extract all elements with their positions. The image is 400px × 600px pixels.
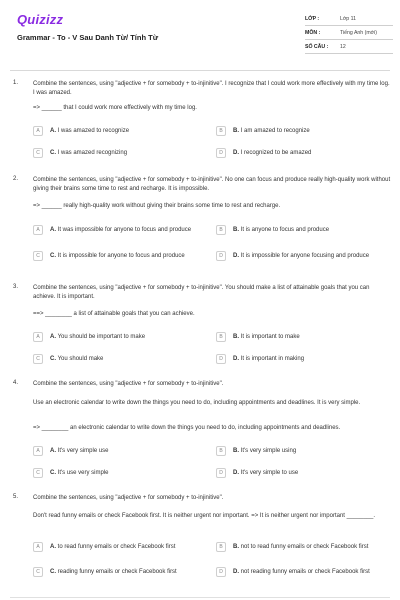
option-a[interactable] xyxy=(33,539,213,555)
meta-label: LỚP : xyxy=(305,15,320,22)
option-text: I was amazed to recognize xyxy=(57,128,130,134)
option-key: A. xyxy=(50,448,56,454)
option-text: It is anyone to focus and produce xyxy=(240,227,330,233)
question-text: Combine the sentences, using "adjective + for somebody + to-injinitive". xyxy=(33,495,224,501)
option-key: A. xyxy=(50,334,56,340)
worksheet-meta xyxy=(305,12,393,54)
option-key: B. xyxy=(233,544,239,550)
option-text: It's very simple use xyxy=(57,448,109,454)
option-letter: C xyxy=(33,354,43,364)
option-letter: D xyxy=(216,567,226,577)
question-text: Combine the sentences, using "adjective + for somebody + to-injinitive". I recognize that I could work more effectively with my time log. I was amazed. xyxy=(33,81,390,96)
option-d[interactable] xyxy=(216,145,391,161)
option-letter: D xyxy=(216,251,226,261)
option-a[interactable] xyxy=(33,329,213,345)
option-letter: B xyxy=(216,225,226,235)
meta-row-count xyxy=(305,40,393,54)
option-text: It was impossible for anyone to focus and produce xyxy=(57,227,192,233)
question-text: Combine the sentences, using "adjective + for somebody + to-injinitive". No one can focus and produce really high-quality work without giving their brains some time to rest and recharge. It is impossible. xyxy=(33,177,391,192)
option-c[interactable] xyxy=(33,465,213,481)
option-letter: A xyxy=(33,332,43,342)
option-letter: C xyxy=(33,251,43,261)
option-d[interactable] xyxy=(216,465,391,481)
option-d[interactable] xyxy=(216,351,391,367)
option-c[interactable] xyxy=(33,248,213,264)
question-text: Combine the sentences, using "adjective + for somebody + to-injinitive". xyxy=(33,381,224,387)
option-b[interactable] xyxy=(216,539,391,555)
meta-label: MÔN : xyxy=(305,29,321,36)
question-number: 1. xyxy=(13,80,19,86)
option-text: I recognized to be amazed xyxy=(240,150,312,156)
worksheet-title: Grammar - To - V Sau Danh Từ/ Tính Từ xyxy=(17,33,159,42)
option-text: It's very simple to use xyxy=(240,470,299,476)
option-b[interactable] xyxy=(216,443,391,459)
option-letter: B xyxy=(216,332,226,342)
option-letter: D xyxy=(216,354,226,364)
question-number: 3. xyxy=(13,284,19,290)
option-a[interactable] xyxy=(33,222,213,238)
option-text: not to read funny emails or check Facebook first xyxy=(240,544,369,550)
option-key: D. xyxy=(233,253,239,259)
option-key: A. xyxy=(50,227,56,233)
meta-label: SỐ CÂU : xyxy=(305,43,329,50)
option-c[interactable] xyxy=(33,351,213,367)
page-bottom-edge xyxy=(10,597,390,598)
option-letter: D xyxy=(216,468,226,478)
option-key: D. xyxy=(233,356,239,362)
option-text: It is important in making xyxy=(240,356,305,362)
question-subtext: Don't read funny emails or check Facebook first. It is neither urgent nor important. => It is neither urgent nor important ________. xyxy=(33,513,375,519)
option-key: B. xyxy=(233,128,239,134)
question-number: 4. xyxy=(13,380,19,386)
option-key: A. xyxy=(50,544,56,550)
option-key: C. xyxy=(50,150,56,156)
meta-value: Lớp 11 xyxy=(340,15,356,22)
option-key: C. xyxy=(50,253,56,259)
question-prompt: => ______ really high-quality work without giving their brains some time to rest and recharge. xyxy=(33,203,281,209)
option-key: B. xyxy=(233,448,239,454)
option-text: It is important to make xyxy=(240,334,300,340)
option-letter: C xyxy=(33,468,43,478)
option-d[interactable] xyxy=(216,248,391,264)
option-key: D. xyxy=(233,470,239,476)
option-a[interactable] xyxy=(33,123,213,139)
question-subtext: Use an electronic calendar to write down the things you need to do, including appointments and deadlines. It is very simple. xyxy=(33,400,361,406)
option-key: C. xyxy=(50,569,56,575)
question-number: 2. xyxy=(13,176,19,182)
option-letter: B xyxy=(216,446,226,456)
option-b[interactable] xyxy=(216,123,391,139)
option-letter: A xyxy=(33,225,43,235)
option-text: It is impossible for anyone to focus and produce xyxy=(57,253,185,259)
meta-value: Tiếng Anh (mới) xyxy=(340,29,377,36)
option-key: C. xyxy=(50,356,56,362)
option-d[interactable] xyxy=(216,564,391,580)
meta-row-class xyxy=(305,12,393,26)
option-letter: D xyxy=(216,148,226,158)
option-key: C. xyxy=(50,470,56,476)
option-letter: B xyxy=(216,126,226,136)
option-text: to read funny emails or check Facebook first xyxy=(57,544,176,550)
option-key: A. xyxy=(50,128,56,134)
option-b[interactable] xyxy=(216,329,391,345)
option-text: It is impossible for anyone focusing and produce xyxy=(240,253,370,259)
option-a[interactable] xyxy=(33,443,213,459)
option-key: B. xyxy=(233,334,239,340)
option-text: It's use very simple xyxy=(57,470,109,476)
question-prompt: ==> ________ a list of attainable goals that you can achieve. xyxy=(33,311,195,317)
question-text: Combine the sentences, using "adjective + for somebody + to-injinitive". You should make a list of attainable goals that you can achieve. It is important. xyxy=(33,285,370,300)
option-text: It's very simple using xyxy=(240,448,297,454)
option-text: not reading funny emails or check Facebook first xyxy=(240,569,370,575)
option-key: D. xyxy=(233,569,239,575)
option-text: I was amazed recognizing xyxy=(57,150,128,156)
option-text: reading funny emails or check Facebook first xyxy=(57,569,177,575)
meta-value: 12 xyxy=(340,43,346,50)
option-key: B. xyxy=(233,227,239,233)
option-letter: A xyxy=(33,126,43,136)
option-c[interactable] xyxy=(33,145,213,161)
option-b[interactable] xyxy=(216,222,391,238)
header-divider xyxy=(10,70,390,71)
option-letter: B xyxy=(216,542,226,552)
question-number: 5. xyxy=(13,494,19,500)
option-letter: C xyxy=(33,567,43,577)
question-prompt: => ________ an electronic calendar to write down the things you need to do, including appointments and deadlines. xyxy=(33,425,341,431)
option-letter: A xyxy=(33,542,43,552)
option-letter: C xyxy=(33,148,43,158)
option-text: You should be important to make xyxy=(57,334,146,340)
question-prompt: => ______ that I could work more effectively with my time log. xyxy=(33,105,197,111)
option-c[interactable] xyxy=(33,564,213,580)
option-text: I am amazed to recognize xyxy=(240,128,310,134)
option-key: D. xyxy=(233,150,239,156)
option-text: You should make xyxy=(57,356,104,362)
option-letter: A xyxy=(33,446,43,456)
quizizz-logo: Quizizz xyxy=(17,12,64,27)
meta-row-subject xyxy=(305,26,393,40)
